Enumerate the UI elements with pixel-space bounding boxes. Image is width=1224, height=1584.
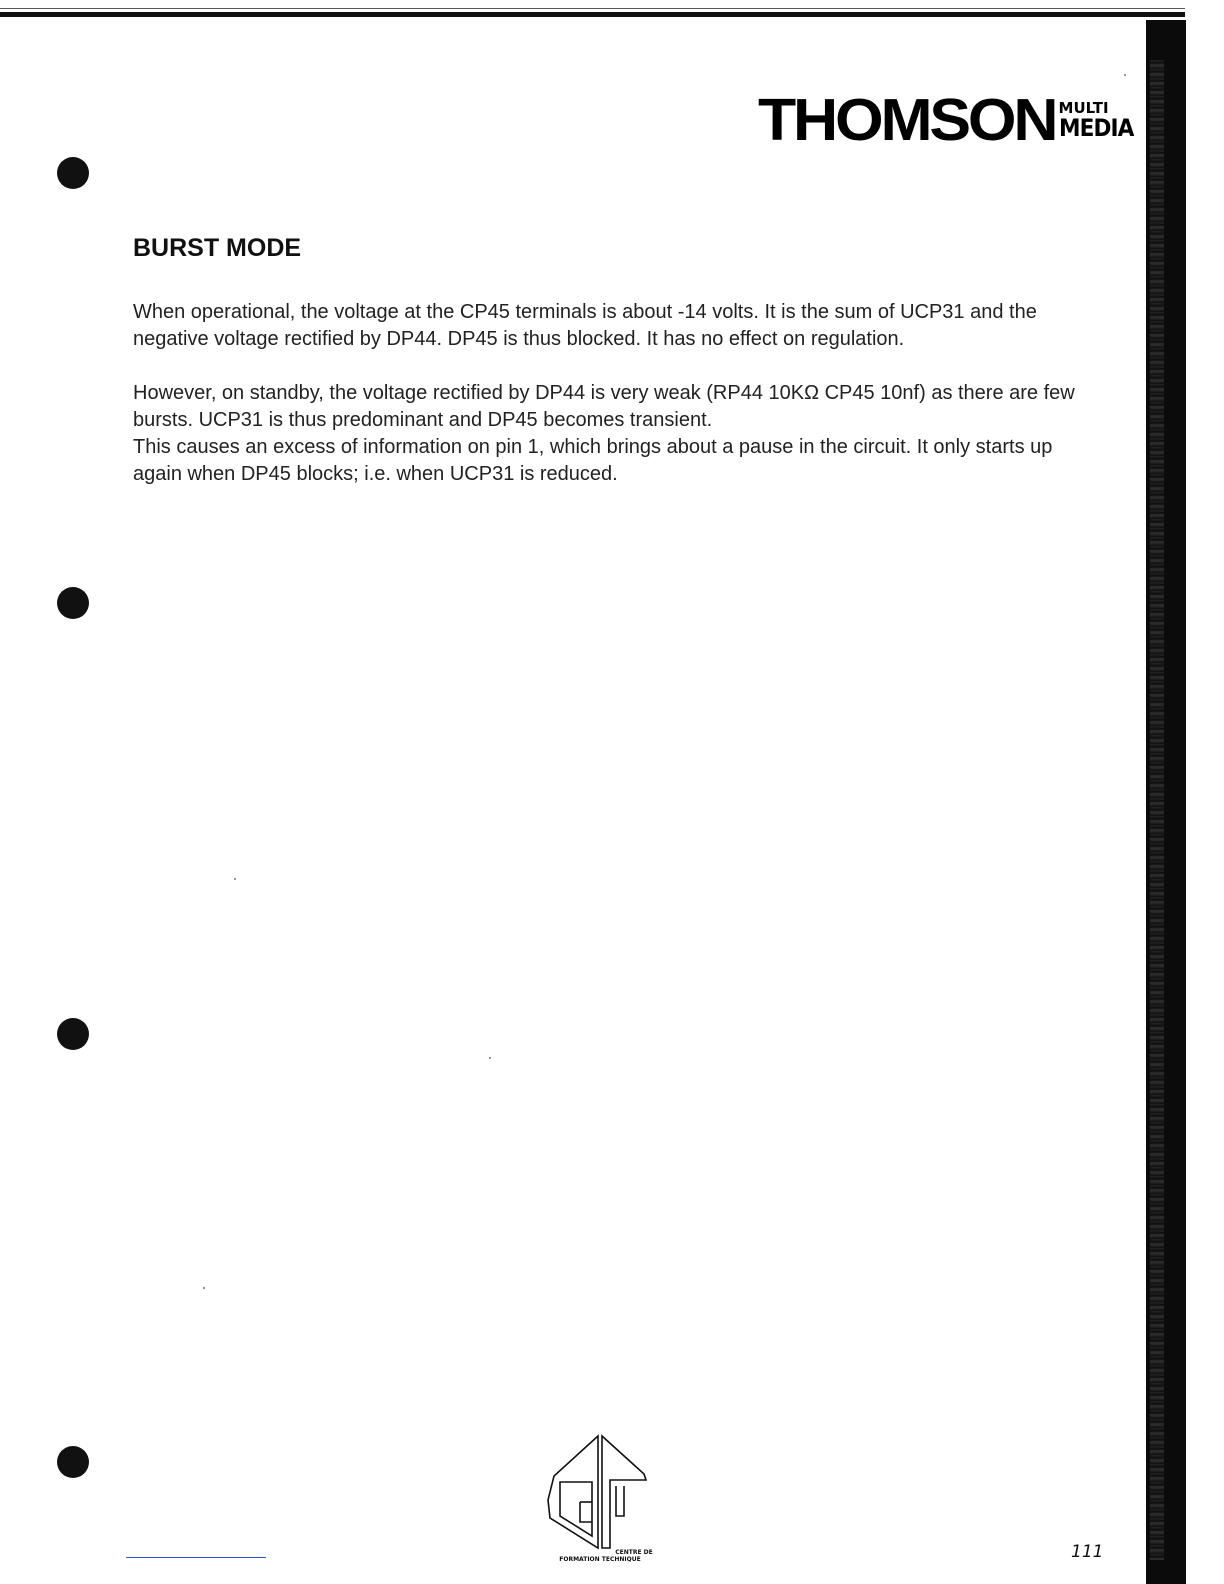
punch-hole (57, 1446, 89, 1478)
top-border-rule (0, 12, 1185, 17)
scan-speck (203, 1287, 205, 1289)
paragraph-operational: When operational, the voltage at the CP45 terminals is about -14 volts. It is the sum of UCP31 and the negative voltage rectified by DP44. DP45 is thus blocked. It has no effect on regulation. (133, 301, 1037, 350)
cft-logo (540, 1430, 660, 1562)
scan-speck (1124, 74, 1126, 76)
paragraph-standby: However, on standby, the voltage rectified by DP44 is very weak (RP44 10KΩ CP45 10nf) as there are few bursts. UCP31 is thus predominant and DP45 becomes transient. (133, 382, 1075, 431)
logo-subtitle-top: MULTI (1058, 98, 1109, 117)
top-scan-line (0, 8, 1185, 9)
logo-wordmark: THOMSON (758, 86, 1056, 153)
footer-rule (126, 1557, 266, 1558)
section-title: BURST MODE (133, 234, 302, 262)
page-number: 111 (1071, 1542, 1104, 1562)
punch-hole (57, 1018, 89, 1050)
scan-speck (489, 1057, 491, 1059)
logo-subtitle-bottom: MEDIA (1058, 113, 1133, 142)
cft-caption-line1: CENTRE DE (615, 1549, 653, 1556)
cft-emblem-icon (548, 1436, 646, 1548)
paragraph-pause: This causes an excess of information on pin 1, which brings about a pause in the circuit. It only starts up again when DP45 blocks; i.e. when UCP31 is reduced. (133, 436, 1053, 485)
cft-caption-line2: FORMATION TECHNIQUE (559, 1556, 641, 1562)
scan-speck (234, 878, 236, 880)
logo-subtitle (1058, 98, 1142, 142)
scan-edge-texture (1150, 60, 1164, 1560)
thomson-multimedia-logo (758, 88, 1141, 152)
punch-hole (57, 157, 89, 189)
punch-hole (57, 587, 89, 619)
